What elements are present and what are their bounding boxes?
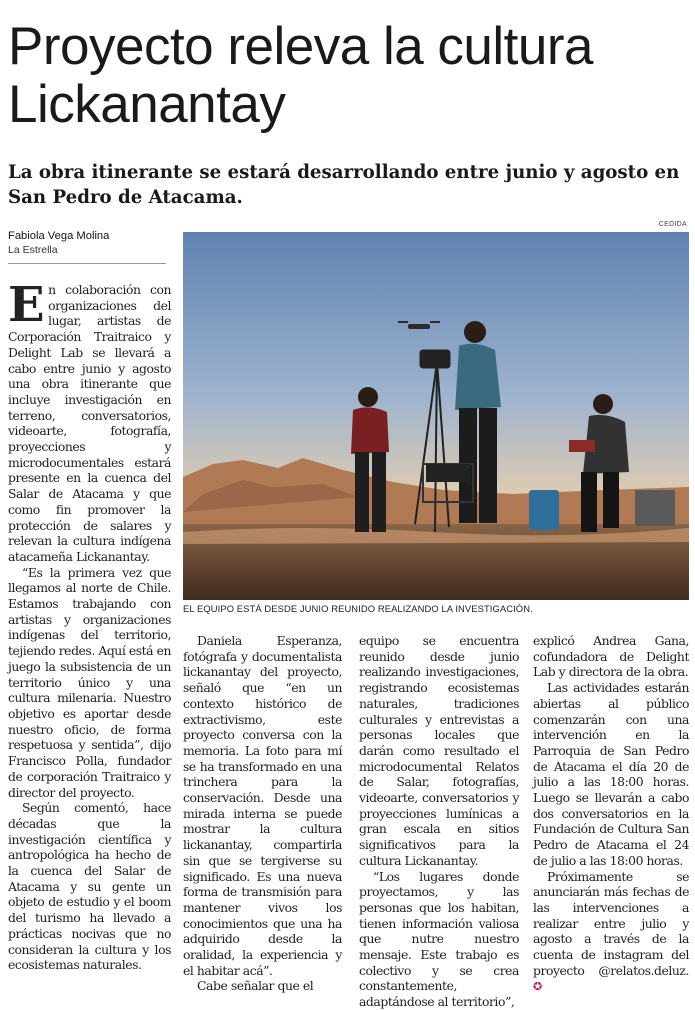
article-column-1 xyxy=(8,277,171,987)
end-of-article-icon: ✪ xyxy=(533,980,542,994)
paragraph-8 xyxy=(533,869,689,996)
photo-credit: CEDIDA xyxy=(658,221,687,228)
desert-film-crew-photo xyxy=(183,232,689,600)
dropcap-letter: E xyxy=(8,277,45,333)
paragraph-3: Según comentó, hace décadas que la investigación científica y antropológica ha hecho de la cuenca del Salar de Atacama y su gente un objeto de estudio y el boom del turismo ha llevado a prácticas nocivas que no consideran la cultura y los ecosistemas naturales. xyxy=(8,800,171,973)
paragraph-7: Las actividades estarán abiertas al público comenzarán con una intervención en la Parroquia de San Pedro de Atacama el día 20 de julio a las 18:00 horas. Luego se llevarán a cabo dos conversatorios en la Fundación de Cultura San Pedro de Atacama el 24 de julio a las 18:00 horas. xyxy=(533,680,689,868)
author-name: Fabiola Vega Molina xyxy=(8,230,110,242)
paragraph-5-start: Cabe señalar que el xyxy=(197,978,314,994)
publication-name: La Estrella xyxy=(8,244,58,256)
paragraph-1 xyxy=(8,277,171,565)
paragraph-2: “Es la primera vez que llegamos al norte de Chile. Estamos trabajando con artistas y organizaciones indígenas del territorio, tejiendo redes. Aquí está en juego la subsistencia de un territorio único y una cultura milenaria. Nuestro objetivo es aportar desde nuestro oficio, de forma respetuosa y sentida”, dijo Francisco Polla, fundador de corporación Traitraico y director del proyecto. xyxy=(8,564,171,800)
article-column-4 xyxy=(533,633,689,994)
byline-divider xyxy=(8,263,166,264)
paragraph-6: “Los lugares donde proyectamos, y las personas que los habitan, tienen información valiosa que nutre nuestro mensaje. Este trabajo es colectivo y se crea constantemente, adaptándose al territorio”, xyxy=(359,868,519,1010)
article-photo xyxy=(183,232,689,600)
article-subheadline: La obra itinerante se estará desarrollando entre junio y agosto en San Pedro de Atacama. xyxy=(8,162,680,208)
article-column-2 xyxy=(183,633,342,994)
photo-caption: EL EQUIPO ESTÁ DESDE JUNIO REUNIDO REALIZANDO LA INVESTIGACIÓN. xyxy=(183,603,533,614)
paragraph-1-text: n colaboración con organizaciones del lugar, artistas de Corporación Traitraico y Delight Lab se llevará a cabo entre junio y agosto una obra itinerante que incluye investigación en terreno, conversatorios, videoarte, fotografía, proyecciones y microdocumentales estará presente en la cuenca del Salar de Atacama y que como fin promover la protección de salares y relevan la cultura indígena atacameña Lickanantay. xyxy=(8,282,171,564)
paragraph-8-text: Próximamente se anunciarán más fechas de las intervenciones a realizar entre julio y agosto a través de la cuenta de instagram del proyecto @relatos.deluz. xyxy=(533,868,689,978)
article-column-3 xyxy=(359,633,519,1010)
paragraph-5-continued: equipo se encuentra reunido desde junio realizando investigaciones, registrando ecosistemas naturales, tradiciones culturales y entrevistas a personas locales que darán como resultado el microdocumental Relatos de Salar, fotografías, videoarte, conversatorios y proyecciones lumínicas a gran escala en sitios significativos para la cultura Lickanantay. xyxy=(359,633,519,868)
paragraph-6-continued: explicó Andrea Gana, cofundadora de Delight Lab y directora de la obra. xyxy=(533,633,689,680)
article-headline: Proyecto releva la cultura Lickanantay xyxy=(8,17,594,134)
paragraph-4: Daniela Esperanza, fotógrafa y documentalista lickanantay del proyecto, señaló que “en un contexto histórico de extractivismo, este proyecto conversa con la memoria. La foto para mí se ha transformado en una trinchera para la conservación. Desde una mirada interna se puede mostrar la cultura lickanantay, compartirla sin que se tergiverse su significado. Es una nueva forma de transmisión para mantener vivos los conocimientos que una ha adquirido desde la oralidad, la experiencia y el habitar acá”. xyxy=(183,633,342,978)
